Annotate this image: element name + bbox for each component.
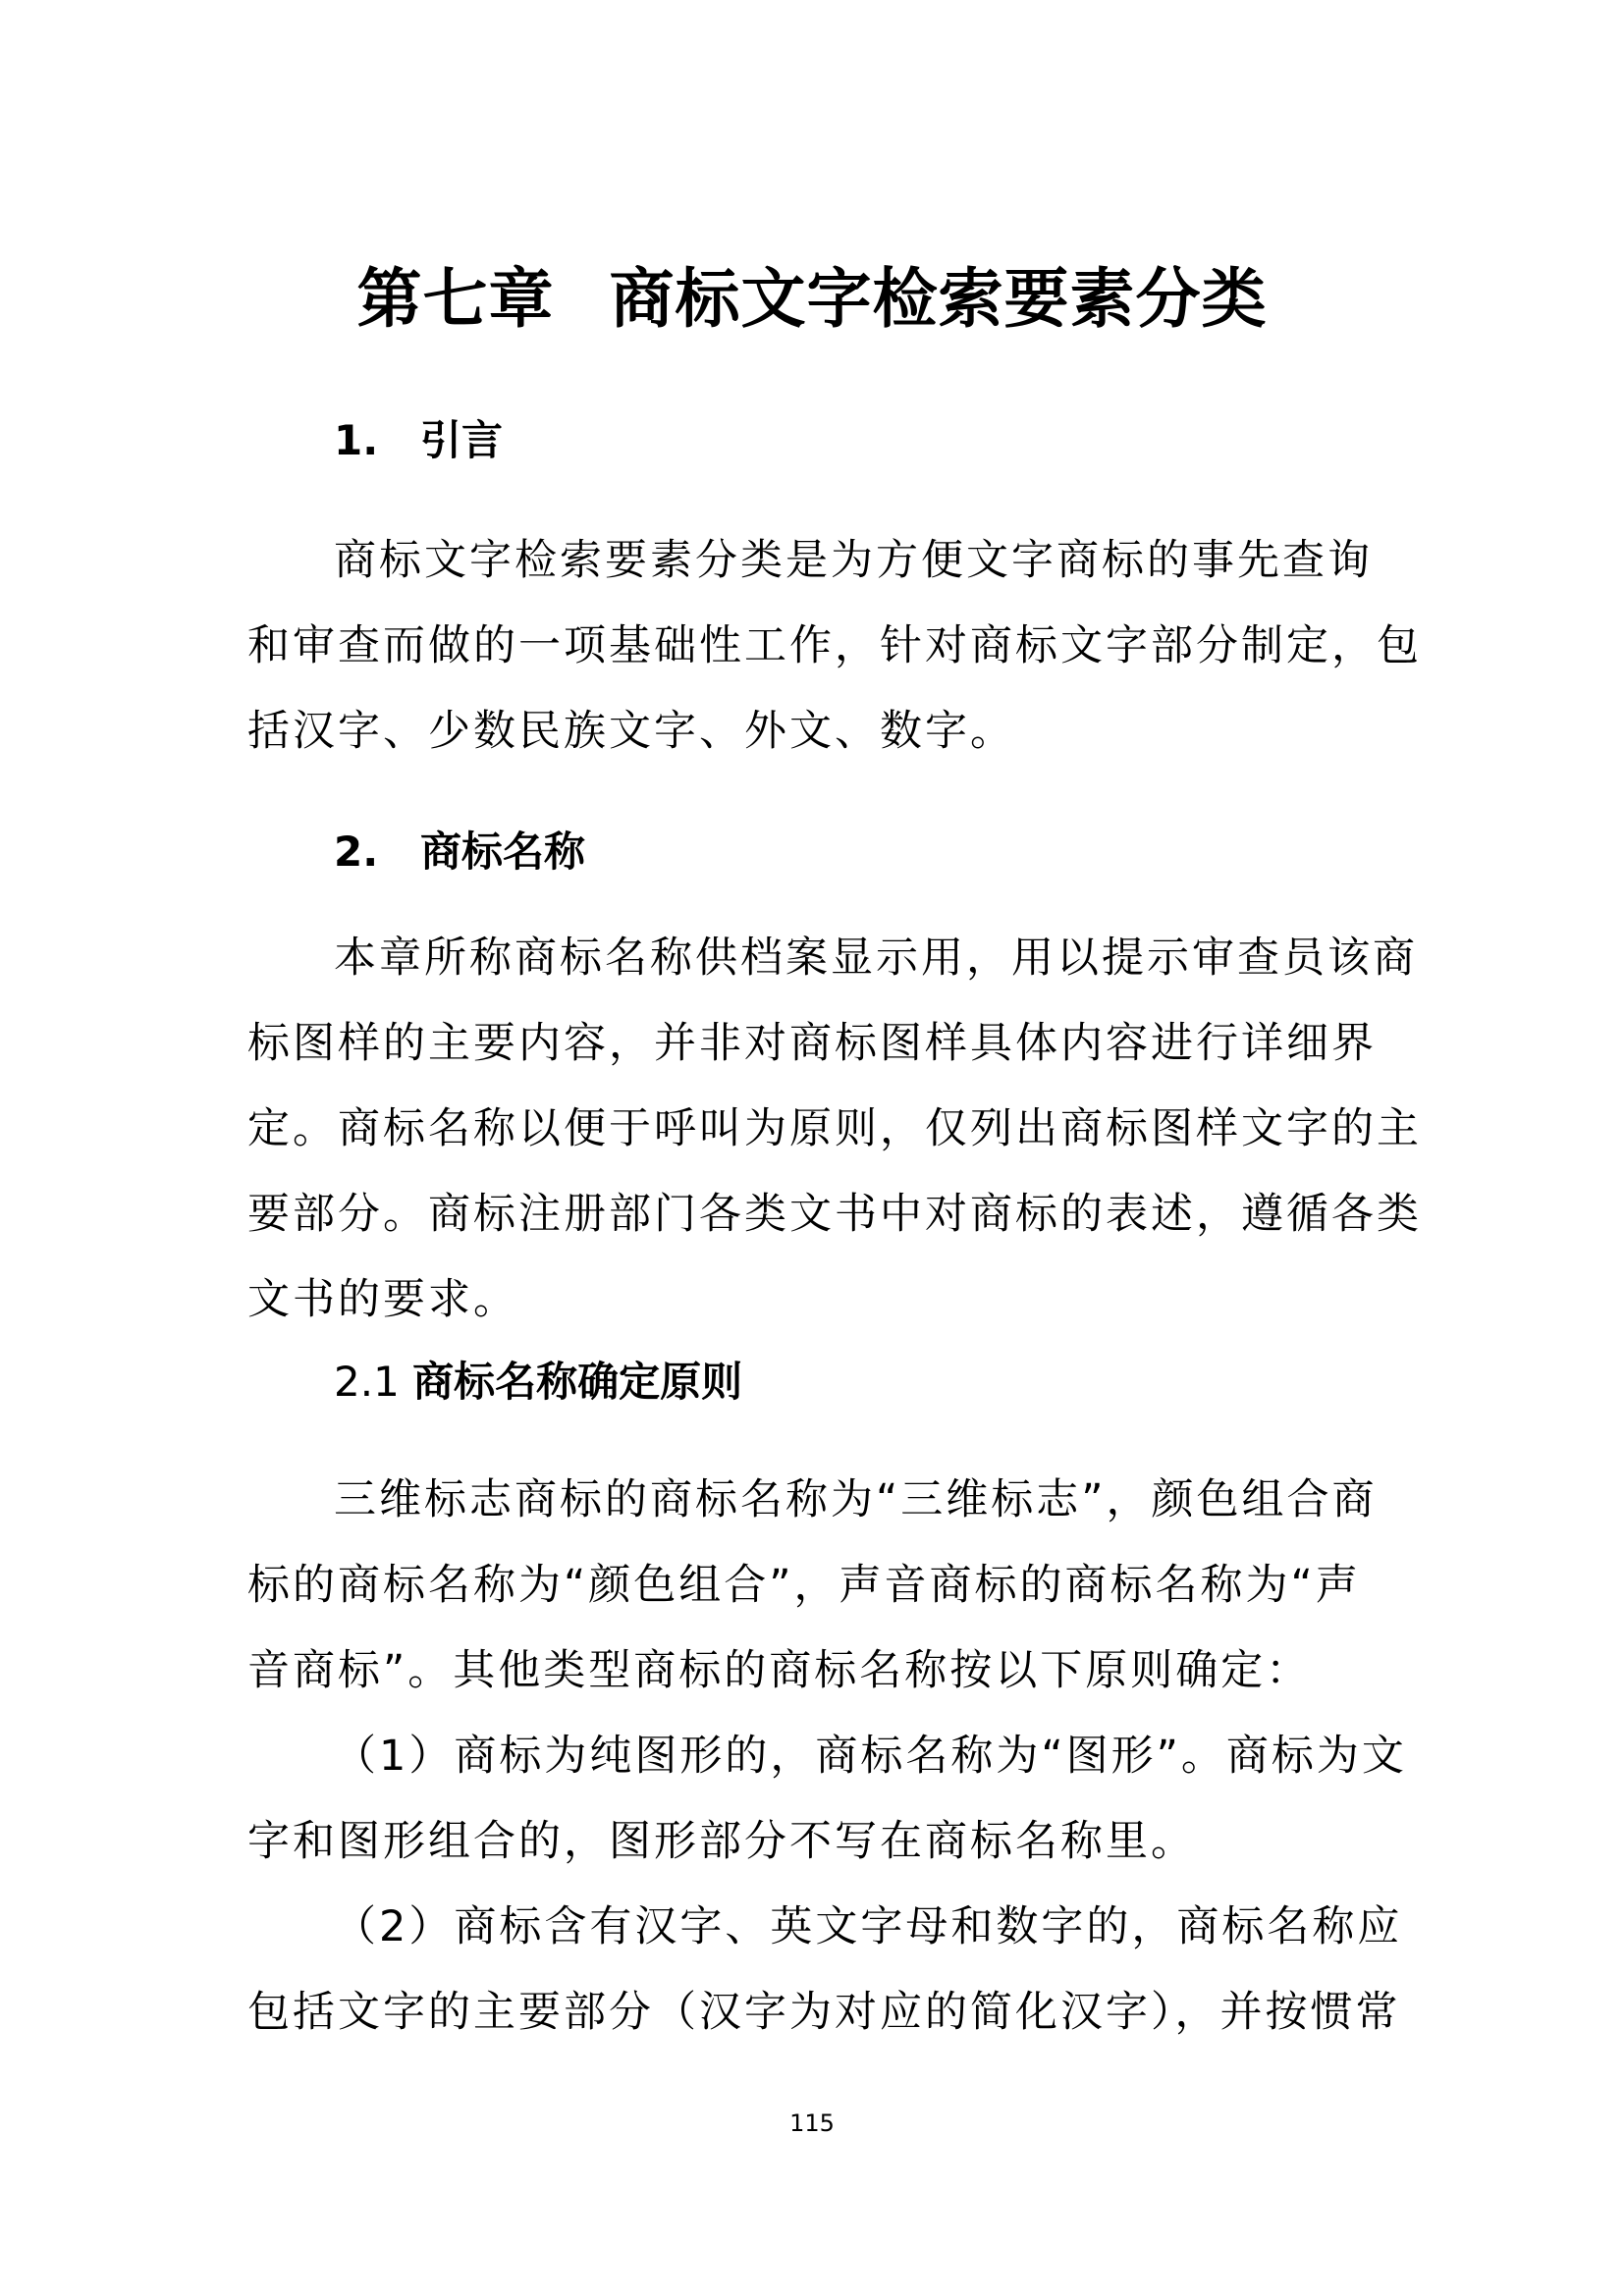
subsection-title: 商标名称确定原则 — [412, 1358, 743, 1406]
section-title: 商标名称 — [420, 828, 586, 876]
paragraph-line: 标图样的主要内容，并非对商标图样具体内容进行详细界 — [247, 1019, 1377, 1068]
paragraph-line: 文书的要求。 — [247, 1275, 518, 1324]
chapter-title — [245, 251, 1379, 346]
paragraph-line: 定。商标名称以便于呼叫为原则，仅列出商标图样文字的主 — [247, 1104, 1422, 1153]
paragraph-line: 和审查而做的一项基础性工作，针对商标文字部分制定，包 — [247, 621, 1422, 670]
subsection-number: 2.1 — [334, 1358, 400, 1406]
paragraph-line: 本章所称商标名称供档案显示用，用以提示审查员该商 — [334, 934, 1418, 983]
section-number: 2. — [334, 828, 379, 876]
list-item-1 — [247, 1714, 1407, 1885]
list-item-line: 字和图形组合的，图形部分不写在商标名称里。 — [247, 1817, 1196, 1866]
paragraph-line: 音商标”。其他类型商标的商标名称按以下原则确定： — [247, 1646, 1312, 1695]
paragraph-line: 标的商标名称为“颜色组合”，声音商标的商标名称为“声 — [247, 1561, 1361, 1610]
list-item-line: （2）商标含有汉字、英文字母和数字的，商标名称应 — [334, 1902, 1403, 1951]
subsection-heading — [334, 1353, 742, 1412]
list-item-line: 包括文字的主要部分（汉字为对应的简化汉字），并按惯常 — [247, 1988, 1401, 2037]
list-item-line: （1）商标为纯图形的，商标名称为“图形”。商标为文 — [334, 1732, 1407, 1781]
section-title: 引言 — [420, 416, 504, 464]
section-number: 1. — [334, 416, 379, 464]
page-number: 115 — [789, 2109, 835, 2137]
chapter-number: 第七章 — [356, 260, 555, 337]
list-item-2 — [247, 1885, 1403, 2056]
paragraph-trademark-name — [247, 916, 1422, 1343]
paragraph-introduction — [247, 518, 1422, 774]
chapter-name: 商标文字检索要素分类 — [609, 260, 1268, 337]
paragraph-naming-principles — [247, 1458, 1386, 1714]
paragraph-line: 商标文字检索要素分类是为方便文字商标的事先查询 — [334, 536, 1373, 585]
paragraph-line: 括汉字、少数民族文字、外文、数字。 — [247, 707, 1015, 756]
section-heading-trademark-name — [334, 823, 585, 881]
paragraph-line: 三维标志商标的商标名称为“三维标志”，颜色组合商 — [334, 1475, 1378, 1524]
paragraph-line: 要部分。商标注册部门各类文书中对商标的表述，遵循各类 — [247, 1190, 1422, 1239]
section-heading-introduction — [334, 411, 503, 470]
